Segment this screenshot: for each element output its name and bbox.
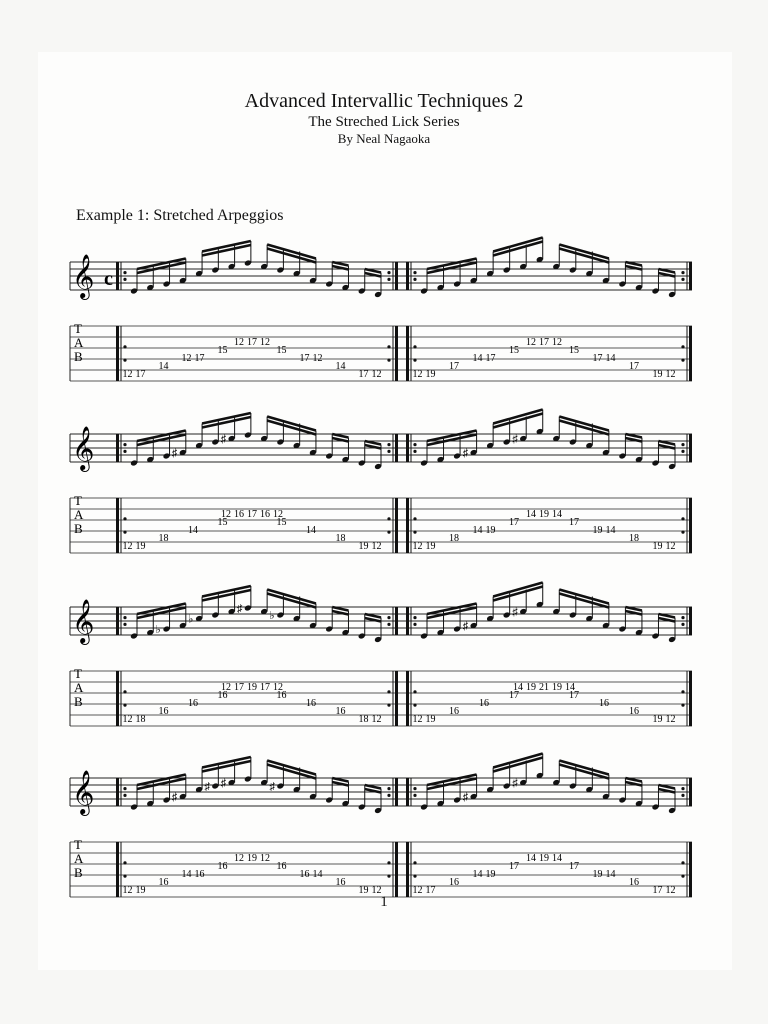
repeat-dot xyxy=(123,875,126,878)
sharp-icon: ♯ xyxy=(220,433,227,446)
tab-fret-number: 16 xyxy=(335,877,346,888)
tab-fret-number: 14 xyxy=(472,353,483,364)
repeat-dot xyxy=(387,623,390,626)
repeat-dot xyxy=(413,278,416,281)
tab-fret-number: 12 xyxy=(221,509,231,520)
repeat-dot xyxy=(387,359,390,362)
beam xyxy=(332,778,348,782)
tab-fret-number: 16 xyxy=(276,690,287,701)
system-2 xyxy=(70,410,692,554)
system-1 xyxy=(70,238,692,382)
repeat-barline xyxy=(395,262,398,290)
repeat-barline xyxy=(116,842,119,897)
tab-letter: A xyxy=(74,851,84,866)
tab-fret-number: 14 xyxy=(335,361,346,372)
sharp-icon: ♯ xyxy=(512,433,518,446)
tab-letter: B xyxy=(74,865,83,880)
repeat-dot xyxy=(123,787,126,790)
repeat-dot xyxy=(123,690,126,693)
beam xyxy=(625,778,642,782)
tab-fret-number: 16 xyxy=(234,509,244,520)
beam xyxy=(658,441,675,445)
repeat-dot xyxy=(387,517,390,520)
repeat-dot xyxy=(413,450,416,453)
repeat-barline xyxy=(406,607,409,635)
tab-fret-number: 19 xyxy=(358,885,369,896)
sharp-icon: ♯ xyxy=(236,603,243,615)
document-subtitle: The Streched Lick Series xyxy=(308,114,460,130)
sharp-icon: ♯ xyxy=(220,777,227,790)
repeat-dot xyxy=(123,704,126,707)
repeat-barline xyxy=(689,842,692,897)
repeat-barline xyxy=(395,842,398,897)
beam xyxy=(365,269,381,273)
sharp-icon: ♯ xyxy=(171,447,178,460)
beam xyxy=(365,441,381,445)
tab-fret-number: 12 xyxy=(273,682,283,693)
sharp-icon: ♭ xyxy=(155,624,161,636)
tab-fret-number: 19 xyxy=(539,853,549,864)
repeat-dot xyxy=(681,443,684,446)
repeat-dot xyxy=(123,623,126,626)
tab-fret-number: 12 xyxy=(260,337,270,348)
sharp-icon: ♯ xyxy=(462,447,469,460)
tab-fret-number: 17 xyxy=(569,690,579,701)
tab-fret-number: 12 xyxy=(122,541,133,552)
repeat-dot xyxy=(413,616,416,619)
tab-fret-number: 14 xyxy=(158,361,169,372)
tab-fret-number: 19 xyxy=(485,869,496,880)
tab-fret-number: 17 xyxy=(509,517,519,528)
repeat-barline xyxy=(395,498,398,553)
tab-fret-number: 14 xyxy=(526,853,536,864)
repeat-dot xyxy=(123,271,126,274)
tab-fret-number: 17 xyxy=(299,353,310,364)
repeat-dot xyxy=(681,359,684,362)
beam xyxy=(332,607,348,611)
repeat-barline xyxy=(406,671,409,726)
tab-fret-number: 17 xyxy=(539,337,549,348)
tab-fret-number: 17 xyxy=(485,353,496,364)
tab-fret-number: 18 xyxy=(358,714,369,725)
tab-fret-number: 14 xyxy=(181,869,192,880)
beam xyxy=(625,262,642,266)
repeat-dot xyxy=(681,704,684,707)
repeat-dot xyxy=(681,875,684,878)
tab-fret-number: 12 xyxy=(665,714,676,725)
tab-fret-number: 17 xyxy=(509,690,519,701)
treble-clef-icon: 𝄞 xyxy=(72,256,95,298)
tab-fret-number: 16 xyxy=(306,698,316,709)
repeat-dot xyxy=(681,345,684,348)
repeat-barline xyxy=(406,434,409,462)
tab-fret-number: 18 xyxy=(629,533,639,544)
tab-fret-number: 17 xyxy=(569,861,579,872)
system-3 xyxy=(70,583,692,727)
repeat-barline xyxy=(689,262,692,290)
repeat-barline xyxy=(116,262,119,290)
tab-fret-number: 17 xyxy=(569,517,579,528)
tab-fret-number: 15 xyxy=(276,517,287,528)
tab-fret-number: 17 xyxy=(234,682,244,693)
repeat-dot xyxy=(413,531,416,534)
beam xyxy=(658,614,675,618)
repeat-dot xyxy=(387,271,390,274)
repeat-barline xyxy=(395,671,398,726)
tab-fret-number: 17 xyxy=(449,361,459,372)
tab-fret-number: 12 xyxy=(412,885,423,896)
tab-fret-number: 15 xyxy=(569,345,579,356)
tab-fret-number: 14 xyxy=(513,682,523,693)
repeat-barline xyxy=(689,434,692,462)
document-title: Advanced Intervallic Techniques 2 xyxy=(244,90,524,112)
tab-letter: A xyxy=(74,335,84,350)
repeat-dot xyxy=(681,690,684,693)
tab-fret-number: 16 xyxy=(158,877,169,888)
repeat-barline xyxy=(406,498,409,553)
repeat-barline xyxy=(689,778,692,806)
repeat-barline xyxy=(689,607,692,635)
tab-fret-number: 12 xyxy=(312,353,323,364)
beam xyxy=(332,262,348,266)
tab-fret-number: 17 xyxy=(425,885,436,896)
document-author: By Neal Nagaoka xyxy=(337,131,431,146)
tab-fret-number: 16 xyxy=(299,869,310,880)
tab-fret-number: 12 xyxy=(260,853,270,864)
repeat-dot xyxy=(681,278,684,281)
tab-fret-number: 16 xyxy=(260,509,270,520)
page-number: 1 xyxy=(380,894,388,910)
tab-fret-number: 18 xyxy=(335,533,346,544)
time-signature: c xyxy=(104,268,113,290)
beam xyxy=(625,607,642,611)
tab-fret-number: 12 xyxy=(234,337,244,348)
repeat-dot xyxy=(681,271,684,274)
repeat-dot xyxy=(123,450,126,453)
beam xyxy=(658,785,675,789)
repeat-dot xyxy=(387,345,390,348)
tab-fret-number: 19 xyxy=(592,525,603,536)
tab-fret-number: 12 xyxy=(371,714,382,725)
sharp-icon: ♭ xyxy=(188,613,194,626)
tab-fret-number: 12 xyxy=(371,541,382,552)
repeat-barline xyxy=(689,498,692,553)
repeat-dot xyxy=(413,623,416,626)
tab-fret-number: 12 xyxy=(665,369,676,380)
sharp-icon: ♯ xyxy=(462,620,469,633)
tab-fret-number: 14 xyxy=(605,869,616,880)
repeat-dot xyxy=(387,794,390,797)
tab-fret-number: 15 xyxy=(276,345,287,356)
tab-fret-number: 14 xyxy=(552,853,562,864)
tab-fret-number: 19 xyxy=(135,541,146,552)
example-heading: Example 1: Stretched Arpeggios xyxy=(76,207,284,224)
repeat-barline xyxy=(406,778,409,806)
repeat-barline xyxy=(395,778,398,806)
repeat-barline xyxy=(116,434,119,462)
treble-clef-icon: 𝄞 xyxy=(72,428,95,470)
sharp-icon: ♯ xyxy=(512,606,518,619)
repeat-dot xyxy=(681,861,684,864)
repeat-dot xyxy=(413,443,416,446)
sharp-icon: ♯ xyxy=(462,791,469,804)
tab-fret-number: 12 xyxy=(122,885,133,896)
tab-fret-number: 15 xyxy=(509,345,519,356)
repeat-barline xyxy=(116,607,119,635)
repeat-barline xyxy=(406,262,409,290)
tab-fret-number: 16 xyxy=(599,698,609,709)
repeat-dot xyxy=(387,690,390,693)
tab-fret-number: 18 xyxy=(135,714,146,725)
tab-letter: A xyxy=(74,680,84,695)
tab-letter: T xyxy=(74,837,82,852)
tab-fret-number: 15 xyxy=(217,517,228,528)
repeat-dot xyxy=(387,616,390,619)
repeat-dot xyxy=(681,794,684,797)
tab-fret-number: 18 xyxy=(449,533,459,544)
repeat-dot xyxy=(387,450,390,453)
system-4 xyxy=(70,754,692,898)
sharp-icon: ♯ xyxy=(204,781,210,793)
tab-fret-number: 16 xyxy=(276,861,287,872)
tab-fret-number: 14 xyxy=(472,869,483,880)
repeat-dot xyxy=(413,345,416,348)
tab-fret-number: 21 xyxy=(539,682,549,693)
tab-fret-number: 17 xyxy=(135,369,146,380)
beam xyxy=(365,785,381,789)
tab-fret-number: 19 xyxy=(135,885,146,896)
repeat-barline xyxy=(689,326,692,381)
tab-fret-number: 17 xyxy=(247,337,257,348)
tab-fret-number: 17 xyxy=(652,885,663,896)
sharp-icon: ♭ xyxy=(269,610,275,622)
repeat-dot xyxy=(123,359,126,362)
repeat-dot xyxy=(413,271,416,274)
repeat-barline xyxy=(116,326,119,381)
tab-letter: T xyxy=(74,321,82,336)
tab-fret-number: 16 xyxy=(629,877,639,888)
tab-fret-number: 17 xyxy=(592,353,603,364)
repeat-dot xyxy=(413,861,416,864)
repeat-dot xyxy=(123,443,126,446)
repeat-dot xyxy=(123,794,126,797)
tab-fret-number: 12 xyxy=(181,353,192,364)
treble-clef-icon: 𝄞 xyxy=(72,772,95,814)
repeat-dot xyxy=(387,787,390,790)
repeat-dot xyxy=(387,704,390,707)
tab-fret-number: 14 xyxy=(472,525,483,536)
tab-fret-number: 19 xyxy=(592,869,603,880)
repeat-dot xyxy=(413,787,416,790)
tab-fret-number: 17 xyxy=(260,682,270,693)
repeat-dot xyxy=(681,616,684,619)
tab-fret-number: 16 xyxy=(629,706,639,717)
tab-letter: A xyxy=(74,507,84,522)
tab-fret-number: 14 xyxy=(552,509,562,520)
tab-fret-number: 16 xyxy=(449,877,459,888)
tab-fret-number: 14 xyxy=(526,509,536,520)
repeat-dot xyxy=(681,787,684,790)
repeat-barline xyxy=(395,607,398,635)
tab-fret-number: 12 xyxy=(412,714,423,725)
tab-fret-number: 12 xyxy=(221,682,231,693)
tab-fret-number: 16 xyxy=(479,698,489,709)
repeat-dot xyxy=(413,704,416,707)
repeat-dot xyxy=(123,517,126,520)
tab-fret-number: 19 xyxy=(526,682,536,693)
repeat-dot xyxy=(413,794,416,797)
tab-fret-number: 19 xyxy=(652,369,663,380)
tab-fret-number: 19 xyxy=(485,525,496,536)
repeat-dot xyxy=(123,345,126,348)
tab-fret-number: 12 xyxy=(122,369,133,380)
tab-letter: T xyxy=(74,666,82,681)
tab-fret-number: 19 xyxy=(552,682,562,693)
tab-fret-number: 14 xyxy=(605,353,616,364)
repeat-dot xyxy=(681,623,684,626)
beam xyxy=(365,614,381,618)
repeat-barline xyxy=(395,434,398,462)
repeat-dot xyxy=(413,690,416,693)
tab-letter: B xyxy=(74,694,83,709)
tab-fret-number: 16 xyxy=(449,706,459,717)
tab-fret-number: 16 xyxy=(217,690,228,701)
tab-fret-number: 12 xyxy=(273,509,283,520)
tab-letter: T xyxy=(74,493,82,508)
repeat-dot xyxy=(123,531,126,534)
repeat-barline xyxy=(395,326,398,381)
tab-fret-number: 16 xyxy=(188,698,198,709)
tab-fret-number: 12 xyxy=(665,885,676,896)
beam xyxy=(332,434,348,438)
tab-fret-number: 12 xyxy=(371,885,382,896)
tab-fret-number: 19 xyxy=(425,541,436,552)
sharp-icon: ♯ xyxy=(171,791,178,804)
treble-clef-icon: 𝄞 xyxy=(72,601,95,643)
tab-fret-number: 17 xyxy=(194,353,205,364)
sharp-icon: ♯ xyxy=(269,781,275,793)
repeat-barline xyxy=(116,778,119,806)
repeat-barline xyxy=(406,842,409,897)
beam xyxy=(658,269,675,273)
tab-fret-number: 12 xyxy=(412,541,423,552)
tab-fret-number: 17 xyxy=(247,509,257,520)
tab-fret-number: 12 xyxy=(665,541,676,552)
tab-fret-number: 17 xyxy=(358,369,369,380)
repeat-dot xyxy=(387,443,390,446)
tab-fret-number: 14 xyxy=(605,525,616,536)
tab-fret-number: 12 xyxy=(552,337,562,348)
tab-fret-number: 17 xyxy=(629,361,639,372)
repeat-dot xyxy=(387,531,390,534)
repeat-dot xyxy=(681,531,684,534)
tab-fret-number: 19 xyxy=(425,369,436,380)
tab-fret-number: 12 xyxy=(371,369,382,380)
repeat-dot xyxy=(123,278,126,281)
tab-fret-number: 19 xyxy=(358,541,369,552)
tab-fret-number: 12 xyxy=(412,369,423,380)
tab-fret-number: 12 xyxy=(526,337,536,348)
tab-fret-number: 14 xyxy=(188,525,198,536)
sharp-icon: ♯ xyxy=(512,777,518,790)
repeat-dot xyxy=(387,861,390,864)
tab-fret-number: 19 xyxy=(539,509,549,520)
tab-fret-number: 16 xyxy=(335,706,346,717)
repeat-barline xyxy=(116,671,119,726)
beam xyxy=(625,434,642,438)
tab-fret-number: 12 xyxy=(122,714,133,725)
tab-fret-number: 12 xyxy=(234,853,244,864)
tab-fret-number: 16 xyxy=(158,706,169,717)
repeat-barline xyxy=(689,671,692,726)
repeat-dot xyxy=(413,517,416,520)
repeat-dot xyxy=(413,875,416,878)
tab-fret-number: 19 xyxy=(652,541,663,552)
repeat-dot xyxy=(681,517,684,520)
tab-fret-number: 19 xyxy=(425,714,436,725)
tab-fret-number: 14 xyxy=(565,682,575,693)
repeat-dot xyxy=(681,450,684,453)
repeat-barline xyxy=(406,326,409,381)
tab-fret-number: 18 xyxy=(158,533,169,544)
tab-fret-number: 19 xyxy=(247,853,257,864)
tab-fret-number: 14 xyxy=(306,525,316,536)
tab-fret-number: 17 xyxy=(509,861,519,872)
tab-letter: B xyxy=(74,521,83,536)
repeat-dot xyxy=(387,875,390,878)
tab-fret-number: 16 xyxy=(217,861,228,872)
tab-fret-number: 16 xyxy=(194,869,205,880)
repeat-dot xyxy=(387,278,390,281)
repeat-dot xyxy=(123,616,126,619)
tab-fret-number: 15 xyxy=(217,345,228,356)
tab-fret-number: 19 xyxy=(652,714,663,725)
tab-letter: B xyxy=(74,349,83,364)
repeat-dot xyxy=(123,861,126,864)
tab-fret-number: 19 xyxy=(247,682,257,693)
repeat-barline xyxy=(116,498,119,553)
repeat-dot xyxy=(413,359,416,362)
tab-fret-number: 14 xyxy=(312,869,323,880)
